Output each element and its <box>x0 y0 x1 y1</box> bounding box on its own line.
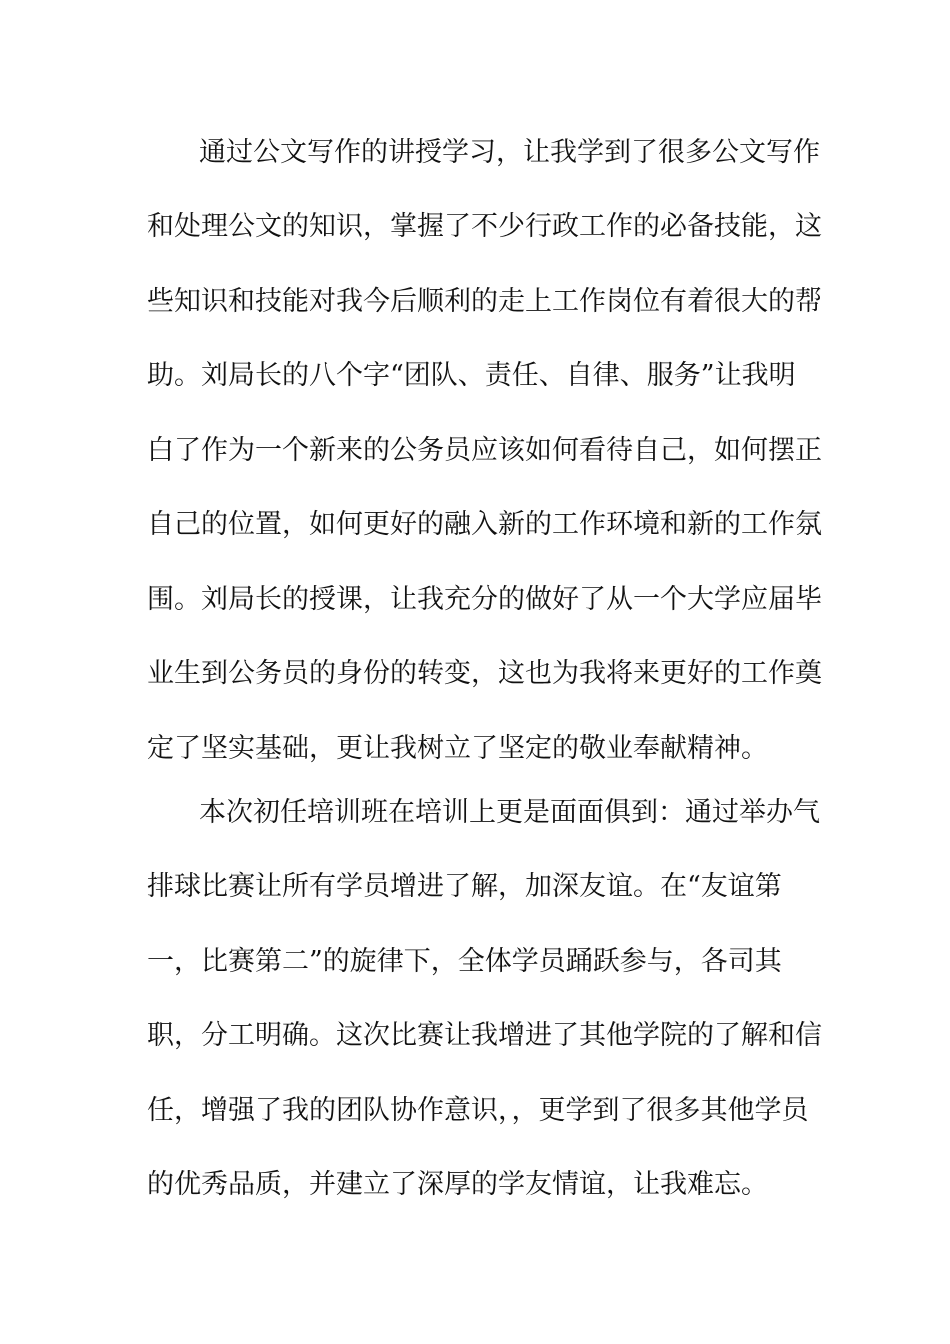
paragraph-line: 本次初任培训班在培训上更是面面俱到：通过举办气 <box>199 797 820 828</box>
paragraph-line: 些知识和技能对我今后顺利的走上工作岗位有着很大的帮 <box>147 286 822 317</box>
paragraph-line: 自己的位置，如何更好的融入新的工作环境和新的工作氛 <box>147 509 822 540</box>
paragraph-line: 围。刘局长的授课，让我充分的做好了从一个大学应届毕 <box>147 584 822 615</box>
paragraph-line: 和处理公文的知识，掌握了不少行政工作的必备技能，这 <box>147 211 822 242</box>
paragraph-line: 一，比赛第二”的旋律下，全体学员踊跃参与，各司其 <box>147 946 782 977</box>
paragraph-line: 定了坚实基础，更让我树立了坚定的敬业奉献精神。 <box>147 733 768 764</box>
paragraph-line: 助。刘局长的八个字“团队、责任、自律、服务”让我明 <box>147 360 796 391</box>
paragraph-line: 业生到公务员的身份的转变，这也为我将来更好的工作奠 <box>147 658 822 689</box>
paragraph-line: 排球比赛让所有学员增进了解，加深友谊。在“友谊第 <box>147 871 782 902</box>
paragraph-line: 通过公文写作的讲授学习，让我学到了很多公文写作 <box>199 137 820 168</box>
paragraph-line: 职，分工明确。这次比赛让我增进了其他学院的了解和信 <box>147 1020 822 1051</box>
paragraph-line: 白了作为一个新来的公务员应该如何看待自己，如何摆正 <box>147 435 822 466</box>
paragraph-line: 的优秀品质，并建立了深厚的学友情谊，让我难忘。 <box>147 1169 768 1200</box>
paragraph-line: 任，增强了我的团队协作意识，，更学到了很多其他学员 <box>147 1095 809 1126</box>
